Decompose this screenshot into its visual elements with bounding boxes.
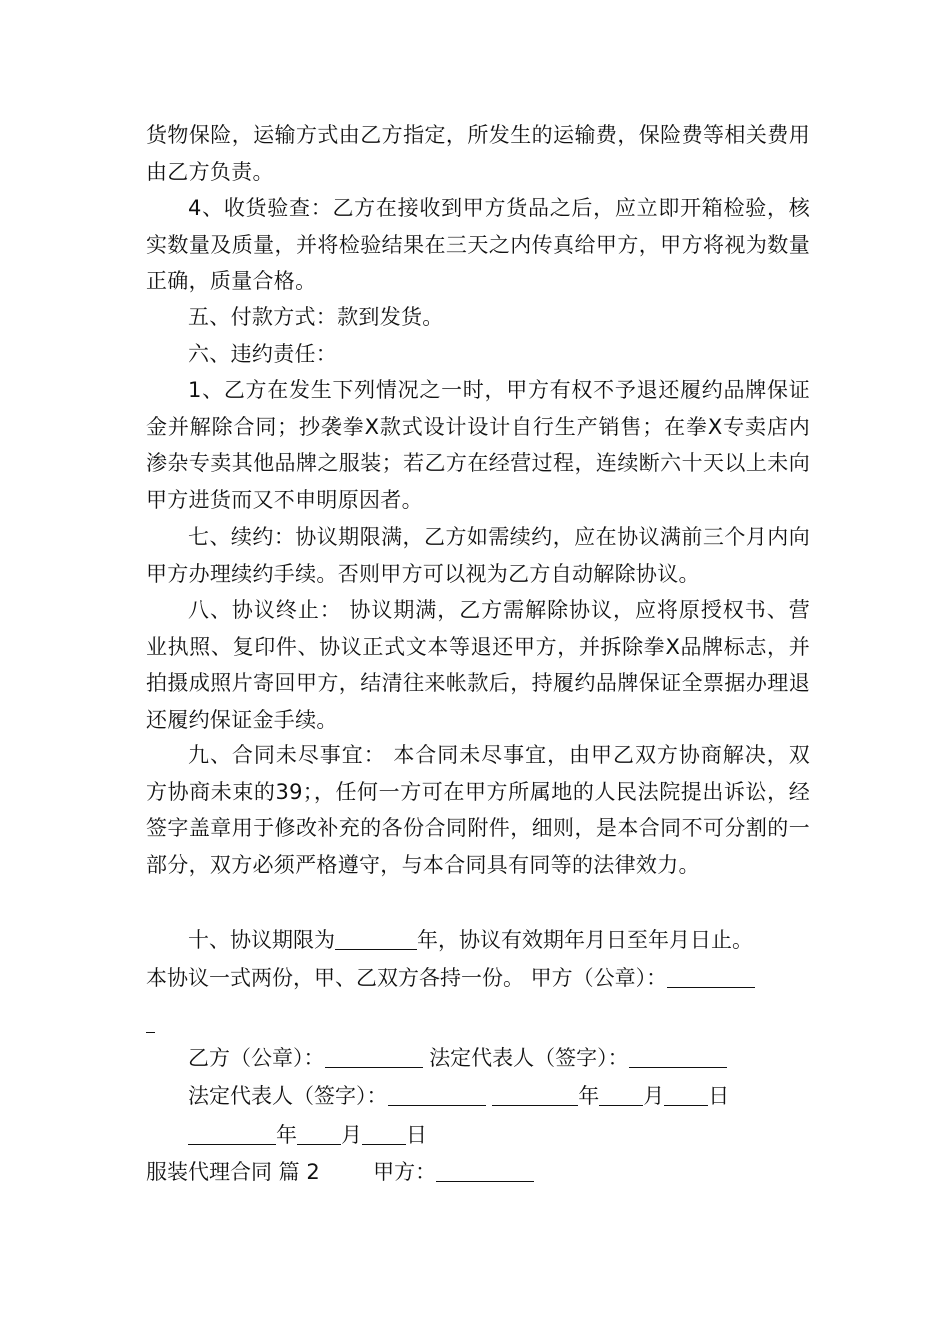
day-blank-1[interactable]: [664, 1083, 708, 1106]
party-a-blank[interactable]: [436, 1159, 534, 1182]
month-blank-1[interactable]: [599, 1083, 643, 1106]
wrap-underscore: [146, 1005, 155, 1041]
copies-line: 本协议一式两份，甲、乙双方各持一份。 甲方（公章）：: [146, 960, 755, 996]
month-blank-2[interactable]: [297, 1122, 341, 1145]
paragraph-insurance: 货物保险，运输方式由乙方指定，所发生的运输费，保险费等相关费用由乙方负责。: [146, 123, 810, 184]
legal-rep-blank-1[interactable]: [629, 1045, 727, 1068]
paragraph-renewal: 七、续约：协议期限满，乙方如需续约，应在协议满前三个月内向甲方办理续约手续。否则甲方可以视为乙方自动解除协议。: [146, 525, 810, 586]
term-line: 十、协议期限为 年，协议有效期年月日至年月日止。: [188, 928, 753, 952]
paragraph-misc: 九、合同未尽事宜： 本合同未尽事宜，由甲乙双方协商解决，双方协商未束的39；，任何一方可在甲方所属地的人民法院提出诉讼，经签字盖章用于修改补充的各份合同附件，细则，是本合同不可分割的一部分，双方必须严格遵守，与本合同具有同等的法律效力。: [146, 743, 810, 877]
paragraph-payment: 五、付款方式：款到发货。: [188, 305, 444, 329]
year-blank-1[interactable]: [492, 1083, 578, 1106]
party-a-seal-blank[interactable]: [667, 965, 755, 988]
footer-line: 服装代理合同 篇 2 甲方：: [146, 1154, 534, 1190]
legal-rep-blank-2[interactable]: [388, 1083, 486, 1106]
year-blank-2[interactable]: [188, 1122, 276, 1145]
legal-rep-date-line: 法定代表人（签字）： 年 月 日: [188, 1084, 730, 1108]
term-blank[interactable]: [335, 927, 417, 950]
party-b-line: 乙方（公章）： 法定代表人（签字）：: [188, 1040, 727, 1076]
party-b-seal-blank[interactable]: [325, 1045, 423, 1068]
date-line-2: 年 月 日: [188, 1117, 427, 1153]
paragraph-breach-heading: 六、违约责任：: [188, 342, 338, 366]
paragraph-termination: 八、协议终止： 协议期满，乙方需解除协议，应将原授权书、营业执照、复印件、协议正式文本等退还甲方，并拆除拳X品牌标志，并拍摄成照片寄回甲方，结清往来帐款后，持履约品牌保证全票据办理退还履约保证金手续。: [146, 598, 810, 732]
paragraph-inspection: 4、收货验查：乙方在接收到甲方货品之后，应立即开箱检验，核实数量及质量，并将检验结果在三天之内传真给甲方，甲方将视为数量正确，质量合格。: [146, 196, 810, 293]
paragraph-breach-terms: 1、乙方在发生下列情况之一时，甲方有权不予退还履约品牌保证金并解除合同；抄袭拳X款式设计设计自行生产销售；在拳X专卖店内渗杂专卖其他品牌之服装；若乙方在经营过程，连续断六十天以上未向甲方进货而又不申明原因者。: [146, 378, 810, 512]
day-blank-2[interactable]: [362, 1122, 406, 1145]
section-title: 服装代理合同 篇 2: [146, 1160, 320, 1184]
